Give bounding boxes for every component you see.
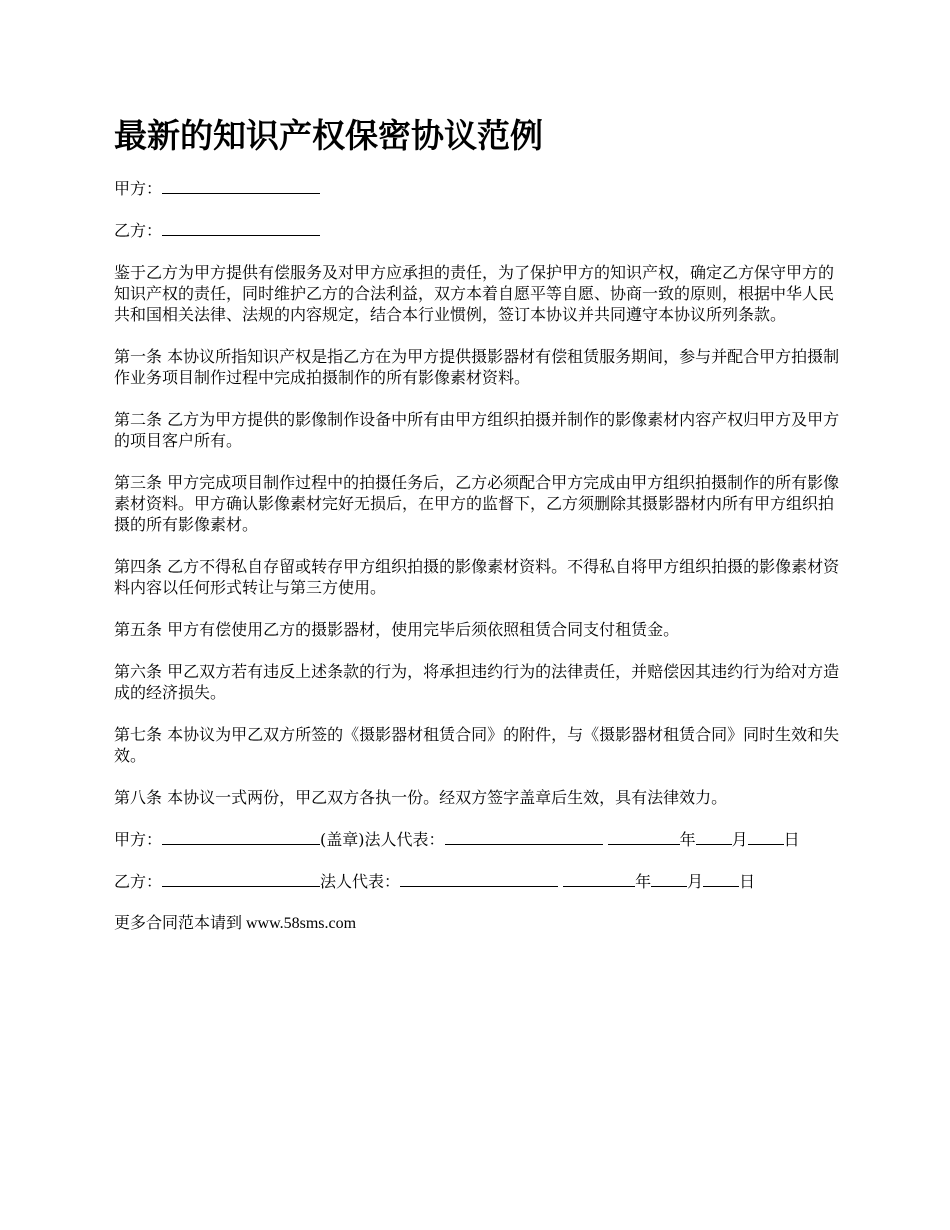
party-a-label: 甲方：: [114, 179, 163, 198]
clause-3: 第三条 甲方完成项目制作过程中的拍摄任务后，乙方必须配合甲方完成由甲方组织拍摄制作的所有影像素材资料。甲方确认影像素材完好无损后，在甲方的监督下，乙方须删除其摄影器材内所有甲方组织拍摄的所有影像素材。: [114, 473, 840, 534]
party-b-label: 乙方：: [114, 221, 163, 240]
preamble-paragraph: 鉴于乙方为甲方提供有偿服务及对甲方应承担的责任，为了保护甲方的知识产权，确定乙方保守甲方的知识产权的责任，同时维护乙方的合法利益，双方本着自愿平等自愿、协商一致的原则，根据中华人民共和国相关法律、法规的内容规定，结合本行业惯例，签订本协议并共同遵守本协议所列条款。: [114, 263, 835, 324]
sign-a-year: 年: [679, 830, 696, 849]
clause-5: 第五条 甲方有偿使用乙方的摄影器材，使用完毕后须依照租赁合同支付租赁金。: [114, 620, 680, 639]
sign-a-name-blank: [162, 829, 320, 845]
sign-a-month: 月: [731, 830, 748, 849]
sign-b-rep-label: 法人代表：: [320, 872, 401, 891]
signature-line-a: [114, 829, 844, 850]
party-a-line: [114, 178, 844, 199]
sign-a-day: 日: [783, 830, 800, 849]
sign-a-year-blank: [608, 829, 680, 845]
sign-b-day-blank: [703, 871, 739, 887]
sign-a-label: 甲方：: [114, 830, 163, 849]
sign-b-day: 日: [739, 872, 756, 891]
clause-2: 第二条 乙方为甲方提供的影像制作设备中所有由甲方组织拍摄并制作的影像素材内容产权归甲方及甲方的项目客户所有。: [114, 410, 840, 450]
clause-4: 第四条 乙方不得私自存留或转存甲方组织拍摄的影像素材资料。不得私自将甲方组织拍摄的影像素材资料内容以任何形式转让与第三方使用。: [114, 557, 840, 597]
sign-b-rep-blank: [400, 871, 558, 887]
sign-b-name-blank: [162, 871, 320, 887]
sign-b-month-blank: [651, 871, 687, 887]
sign-b-month: 月: [687, 872, 704, 891]
clause-6: 第六条 甲乙双方若有违反上述条款的行为，将承担违约行为的法律责任，并赔偿因其违约行为给对方造成的经济损失。: [114, 662, 840, 702]
sign-a-rep-blank: [445, 829, 603, 845]
clause-1: 第一条 本协议所指知识产权是指乙方在为甲方提供摄影器材有偿租赁服务期间，参与并配合甲方拍摄制作业务项目制作过程中完成拍摄制作的所有影像素材资料。: [114, 347, 840, 387]
party-b-blank: [162, 220, 320, 236]
party-b-line: [114, 220, 844, 241]
sign-b-year-blank: [563, 871, 635, 887]
footer-note: 更多合同范本请到 www.58sms.com: [114, 915, 357, 932]
party-a-blank: [162, 178, 320, 194]
clause-8: 第八条 本协议一式两份，甲乙双方各执一份。经双方签字盖章后生效，具有法律效力。: [114, 788, 728, 807]
document-title: 最新的知识产权保密协议范例: [114, 116, 543, 155]
signature-line-b: [114, 871, 844, 892]
document-page: [114, 112, 844, 955]
sign-b-label: 乙方：: [114, 872, 163, 891]
clause-7: 第七条 本协议为甲乙双方所签的《摄影器材租赁合同》的附件，与《摄影器材租赁合同》同时生效和失效。: [114, 725, 840, 765]
sign-a-seal-label: (盖章)法人代表：: [320, 830, 445, 849]
sign-a-month-blank: [696, 829, 732, 845]
sign-a-day-blank: [748, 829, 784, 845]
sign-b-year: 年: [635, 872, 652, 891]
